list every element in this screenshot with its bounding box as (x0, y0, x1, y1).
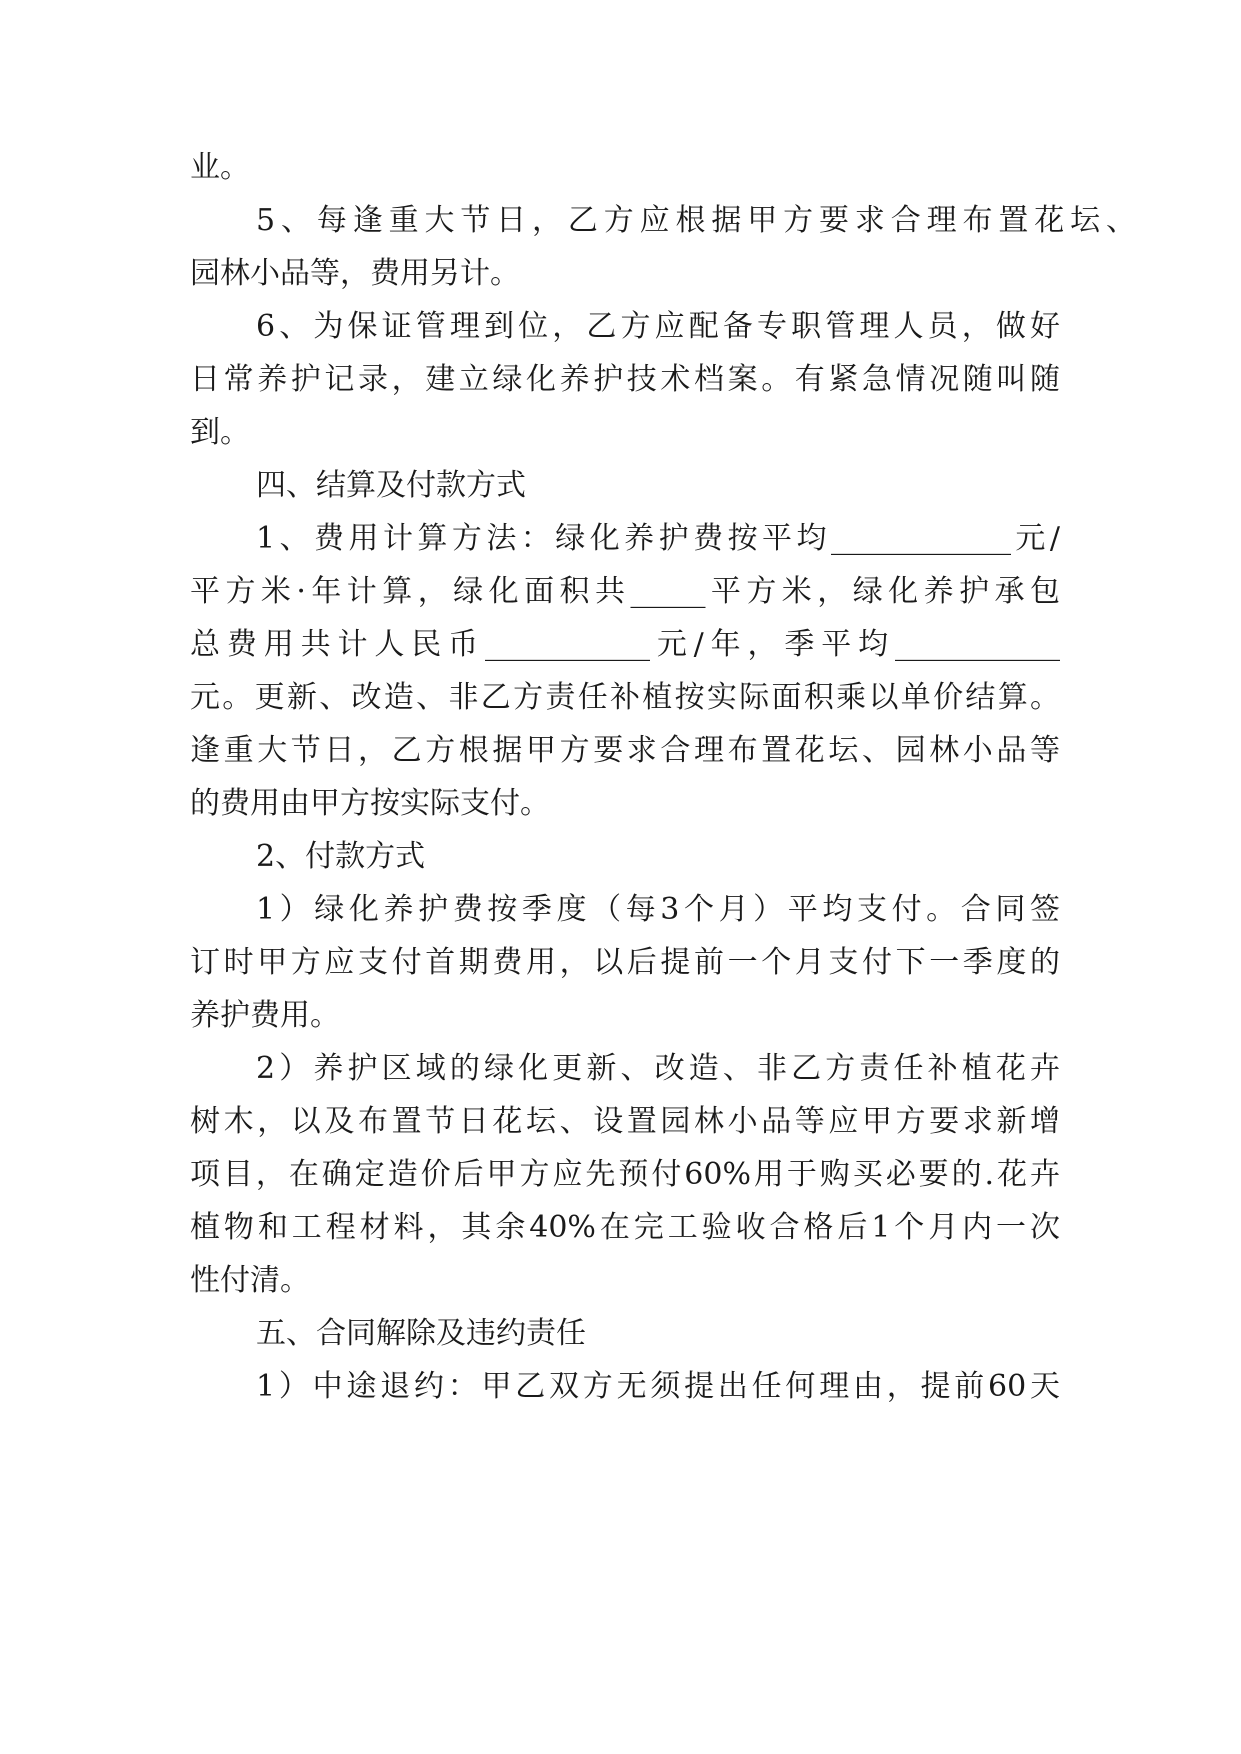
section-heading: 五、合同解除及违约责任 (256, 1316, 586, 1351)
subsection-heading: 2、付款方式 (256, 839, 426, 874)
text-line: 6、为保证管理到位，乙方应配备专职管理人员，做好 (256, 309, 1060, 344)
text-line: 到。 (190, 415, 250, 450)
text-line: 养护费用。 (190, 998, 340, 1033)
text-line: 的费用由甲方按实际支付。 (190, 786, 550, 821)
text-line: 日常养护记录，建立绿化养护技术档案。有紧急情况随叫随 (190, 362, 1060, 397)
text-line: 逢重大节日，乙方根据甲方要求合理布置花坛、园林小品等 (190, 733, 1060, 768)
text-line: 1）绿化养护费按季度（每3个月）平均支付。合同签 (256, 892, 1060, 927)
text-line: 项目，在确定造价后甲方应先预付60%用于购买必要的.花卉 (190, 1157, 1060, 1192)
text-line: 平方米·年计算，绿化面积共_____平方米，绿化养护承包 (190, 574, 1060, 609)
text-line: 园林小品等，费用另计。 (190, 256, 520, 291)
text-line: 总费用共计人民币___________元/年，季平均___________ (190, 627, 1060, 662)
text-line: 订时甲方应支付首期费用，以后提前一个月支付下一季度的 (190, 945, 1060, 980)
text-line: 2）养护区域的绿化更新、改造、非乙方责任补植花卉 (256, 1051, 1060, 1086)
text-line: 5、每逢重大节日，乙方应根据甲方要求合理布置花坛、 (256, 203, 1136, 238)
text-line: 1、费用计算方法：绿化养护费按平均____________元/ (256, 521, 1060, 556)
text-line: 元。更新、改造、非乙方责任补植按实际面积乘以单价结算。 (190, 680, 1060, 715)
text-line: 植物和工程材料，其余40%在完工验收合格后1个月内一次 (190, 1210, 1060, 1245)
text-line: 1）中途退约：甲乙双方无须提出任何理由，提前60天 (256, 1369, 1060, 1404)
text-line: 性付清。 (190, 1263, 310, 1298)
text-line: 业。 (190, 150, 250, 185)
section-heading: 四、结算及付款方式 (256, 468, 526, 503)
text-line: 树木，以及布置节日花坛、设置园林小品等应甲方要求新增 (190, 1104, 1060, 1139)
